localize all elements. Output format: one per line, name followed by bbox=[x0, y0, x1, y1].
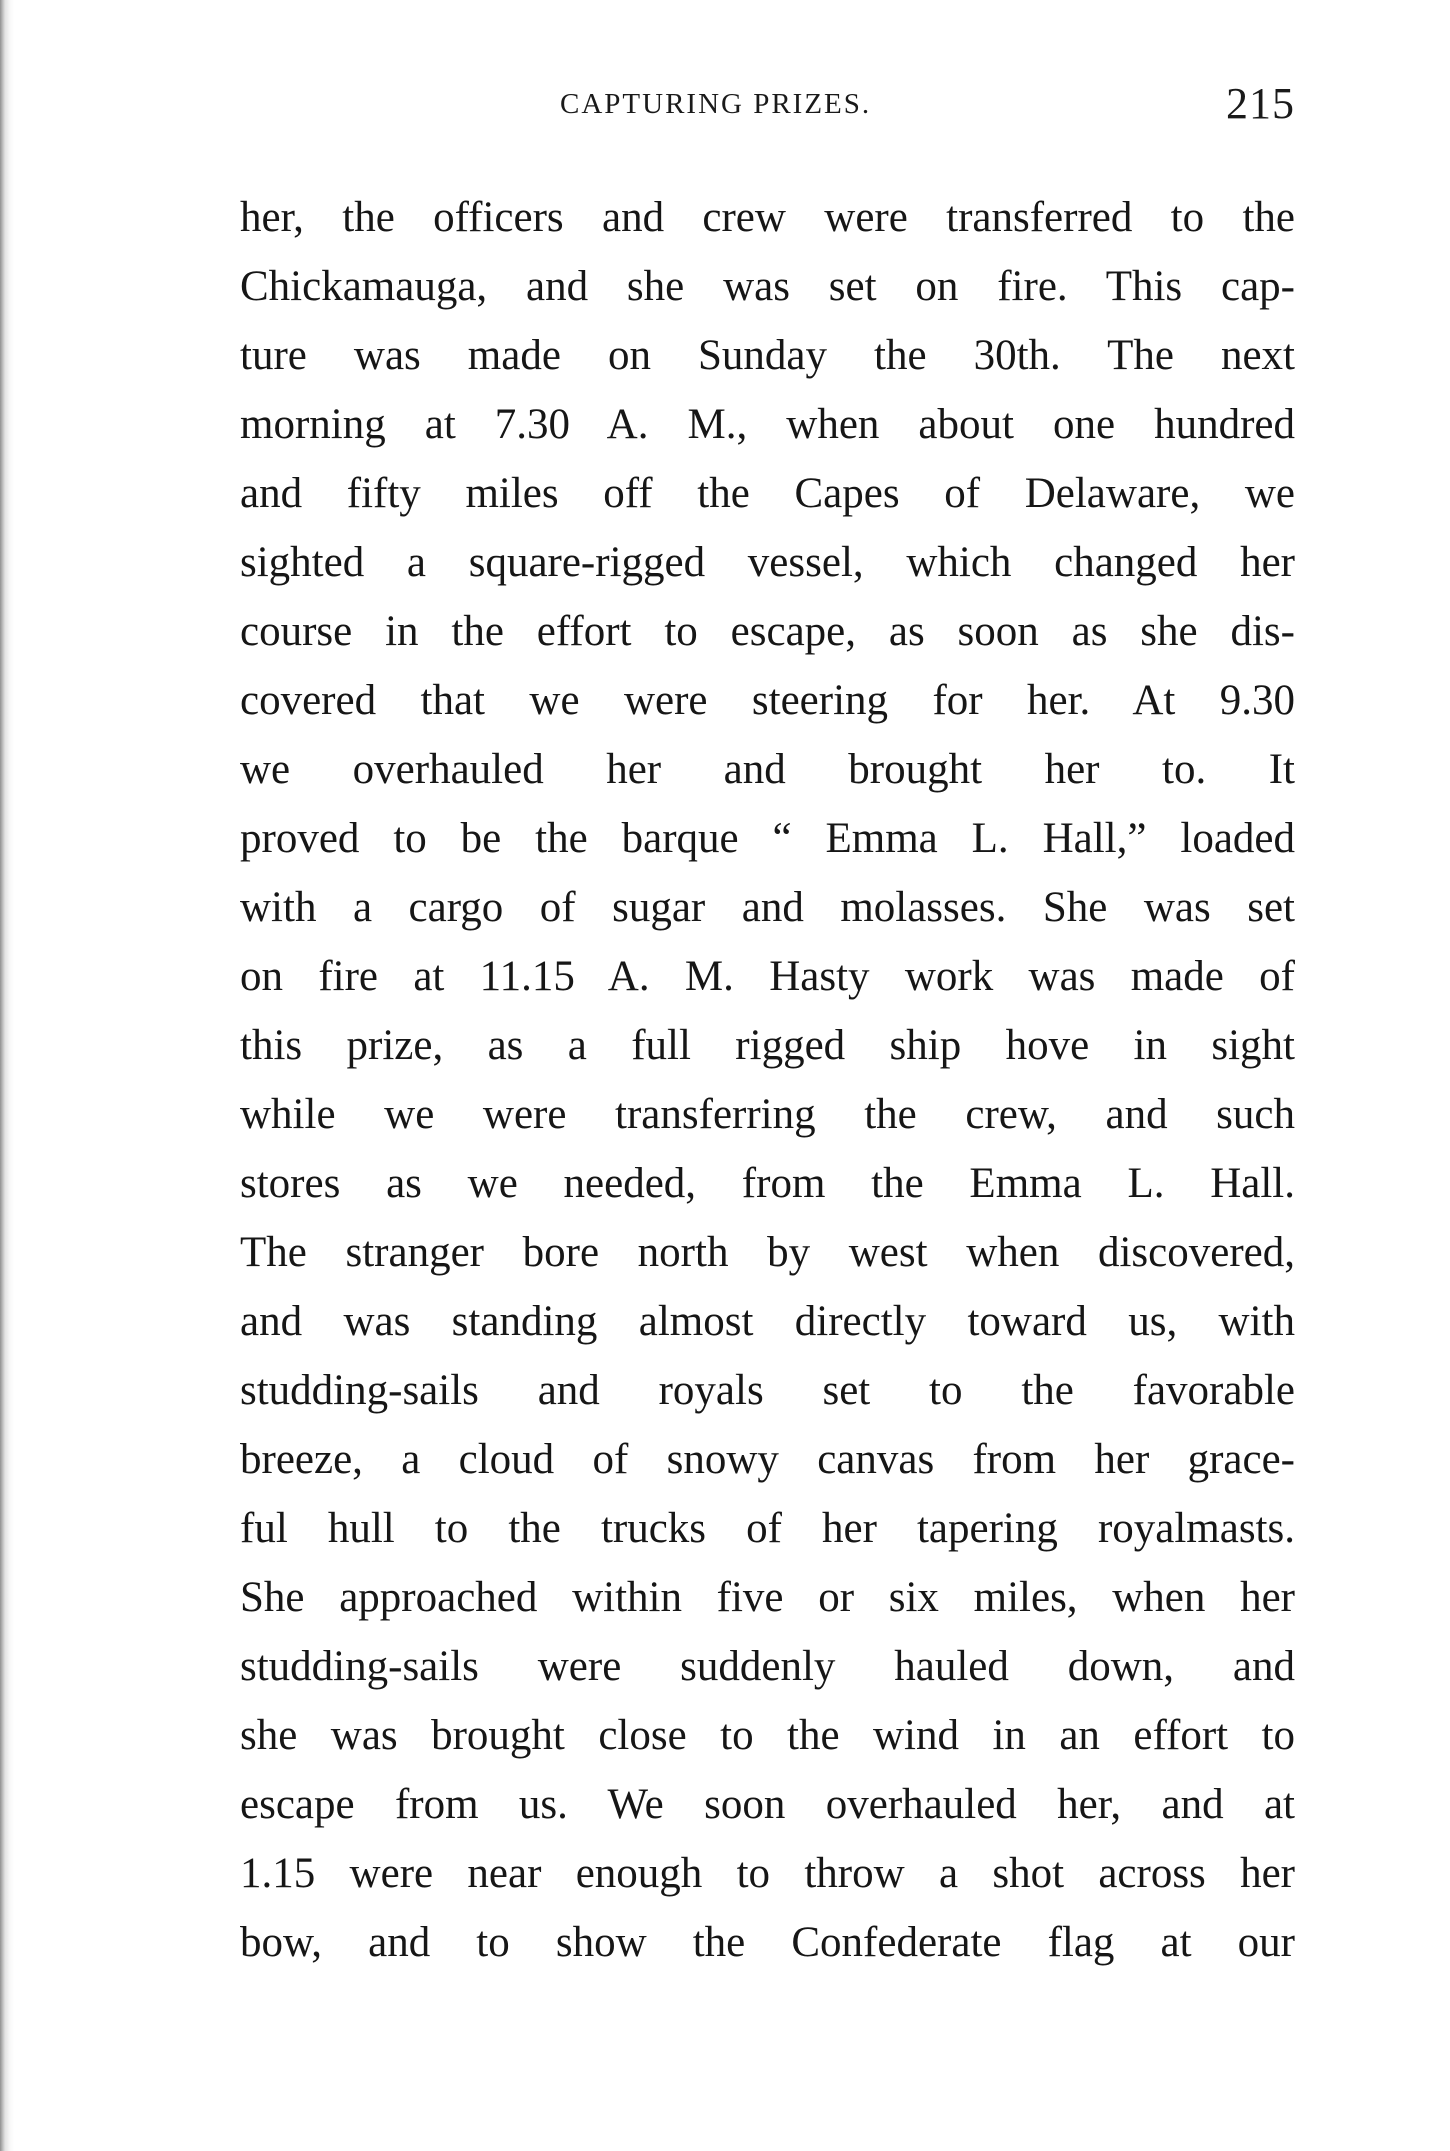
binding-edge bbox=[0, 0, 14, 2151]
running-head bbox=[240, 78, 1295, 138]
text-line: covered that we were steering for her. At 9.30 bbox=[240, 677, 1295, 724]
text-line: She approached within five or six miles, when her bbox=[240, 1574, 1295, 1621]
text-line: 1.15 were near enough to throw a shot across her bbox=[240, 1850, 1295, 1897]
text-line: and was standing almost directly toward us, with bbox=[240, 1298, 1295, 1345]
text-line: this prize, as a full rigged ship hove in sight bbox=[240, 1022, 1295, 1069]
body-text bbox=[240, 183, 1295, 1977]
text-line: stores as we needed, from the Emma L. Hall. bbox=[240, 1160, 1295, 1207]
text-line: The stranger bore north by west when discovered, bbox=[240, 1229, 1295, 1276]
running-title: CAPTURING PRIZES. bbox=[560, 88, 872, 120]
text-line: ture was made on Sunday the 30th. The next bbox=[240, 332, 1295, 379]
text-line: morning at 7.30 A. M., when about one hundred bbox=[240, 401, 1295, 448]
text-line: breeze, a cloud of snowy canvas from her grace- bbox=[240, 1436, 1295, 1483]
text-line: bow, and to show the Confederate flag at our bbox=[240, 1919, 1295, 1966]
text-line: Chickamauga, and she was set on fire. This cap- bbox=[240, 263, 1295, 310]
text-line: studding-sails were suddenly hauled down, and bbox=[240, 1643, 1295, 1690]
text-line: we overhauled her and brought her to. It bbox=[240, 746, 1295, 793]
text-line: sighted a square-rigged vessel, which changed her bbox=[240, 539, 1295, 586]
text-line: studding-sails and royals set to the favorable bbox=[240, 1367, 1295, 1414]
text-line: on fire at 11.15 A. M. Hasty work was made of bbox=[240, 953, 1295, 1000]
text-line: ful hull to the trucks of her tapering royalmasts. bbox=[240, 1505, 1295, 1552]
text-line: her, the officers and crew were transferred to the bbox=[240, 194, 1295, 241]
text-line: she was brought close to the wind in an effort to bbox=[240, 1712, 1295, 1759]
text-line: course in the effort to escape, as soon as she dis- bbox=[240, 608, 1295, 655]
text-line: escape from us. We soon overhauled her, and at bbox=[240, 1781, 1295, 1828]
text-line: and fifty miles off the Capes of Delaware, we bbox=[240, 470, 1295, 517]
text-line: proved to be the barque “ Emma L. Hall,” loaded bbox=[240, 815, 1295, 862]
page-number: 215 bbox=[1226, 79, 1295, 128]
text-line: with a cargo of sugar and molasses. She was set bbox=[240, 884, 1295, 931]
text-line: while we were transferring the crew, and such bbox=[240, 1091, 1295, 1138]
